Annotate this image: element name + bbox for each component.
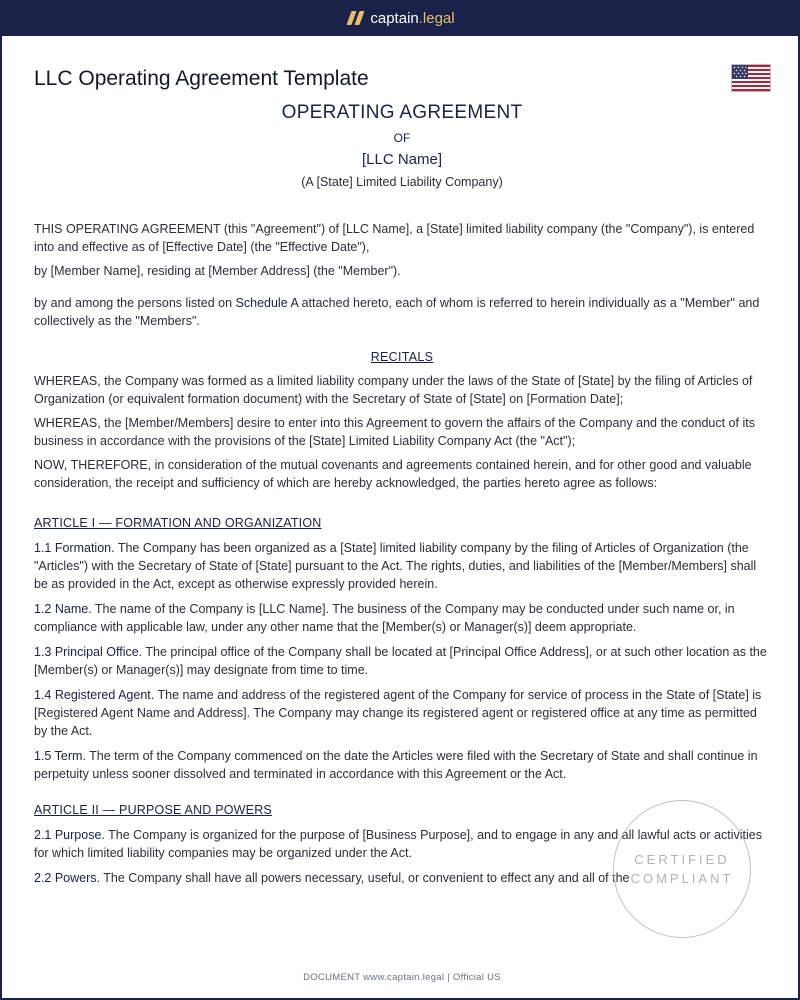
recital-item: WHEREAS, the [Member/Members] desire to enter into this Agreement to govern the affairs of the Company and the conduct of its business in accordance with the provisions of the [State] Limited Liability Company Act (the "Act");: [34, 416, 755, 448]
intro-member-paragraph: by [Member Name], residing at [Member Address] (the "Member").: [34, 264, 401, 278]
recitals-heading: RECITALS: [370, 350, 434, 364]
section-2-2: 2.2 Powers. The Company shall have all powers necessary, useful, or convenient to effect any and all of the: [34, 871, 630, 885]
section-1-2: 1.2 Name. The name of the Company is [LLC Name]. The business of the Company may be conducted under such name or, in compliance with applicable law, under any other name that the [Member(s) or Manager(s)] deem appropriate.: [34, 602, 735, 634]
certified-compliant-stamp: [613, 800, 751, 938]
agreement-of: OF: [393, 131, 411, 145]
document-page: [34, 36, 770, 887]
schedule-a-link[interactable]: Schedule A: [235, 296, 299, 310]
brand-name: captain: [370, 9, 419, 27]
agreement-heading: OPERATING AGREEMENT: [281, 102, 523, 123]
stamp-line-1: CERTIFIED: [634, 852, 730, 867]
recital-item: WHEREAS, the Company was formed as a limited liability company under the laws of the State of [State] by the filing of Articles of Organization (or equivalent formation document) with the Secretary of State of [State] on [Formation Date];: [34, 374, 753, 406]
section-1-4: 1.4 Registered Agent. The name and address of the registered agent of the Company for service of process in the State of [State] is [Registered Agent Name and Address]. The Company may change its registered agent or registered office at any time as permitted by the Act.: [34, 688, 762, 738]
us-flag-icon: [731, 64, 771, 92]
page-footer: DOCUMENT www.captain.legal | Official US: [303, 972, 501, 983]
logo-icon: [349, 11, 362, 25]
brand-logo[interactable]: [349, 10, 454, 27]
section-1-3: 1.3 Principal Office. The principal office of the Company shall be located at [Principal Office Address], or at such other location as the [Member(s) or Manager(s)] may designate from time to time.: [34, 645, 767, 677]
article-2-heading: ARTICLE II — PURPOSE AND POWERS: [34, 803, 272, 817]
top-bar: [2, 0, 800, 36]
llc-name: [LLC Name]: [361, 151, 443, 168]
intro-paragraph: THIS OPERATING AGREEMENT (this "Agreement") of [LLC Name], a [State] limited liability company (the "Company"), is entered into and effective as of [Effective Date] (the "Effective Date"),: [34, 222, 755, 254]
article-1-heading: ARTICLE I — FORMATION AND ORGANIZATION: [34, 516, 322, 530]
recital-item: NOW, THEREFORE, in consideration of the mutual covenants and agreements contained herein, and for other good and valuable consideration, the receipt and sufficiency of which are hereby acknowledged, the parties hereto agree as follows:: [34, 458, 752, 490]
section-2-1: 2.1 Purpose. The Company is organized for the purpose of [Business Purpose], and to engage in any and all lawful acts or activities for which limited liability companies may be organized under the Act.: [34, 828, 762, 860]
intro-members-paragraph: by and among the persons listed on Schedule A attached hereto, each of whom is referred to herein individually as a "Member" and collectively as the "Members".: [34, 296, 760, 328]
section-1-5: 1.5 Term. The term of the Company commenced on the date the Articles were filed with the Secretary of State and shall continue in perpetuity unless sooner dissolved and terminated in accordance with this Agreement or the Act.: [34, 749, 758, 781]
stamp-line-2: COMPLIANT: [630, 871, 734, 886]
brand-tld: .legal: [418, 9, 455, 27]
section-1-1: 1.1 Formation. The Company has been organized as a [State] limited liability company by the filing of Articles of Organization (the "Articles") with the Secretary of State of [State] pursuant to the Act. The rights, duties, and liabilities of the [Member/Members] shall be as provided in the Act, except as otherwise expressly provided herein.: [34, 541, 757, 591]
page-title: LLC Operating Agreement Template: [34, 67, 369, 90]
agreement-subtitle: (A [State] Limited Liability Company): [301, 175, 503, 189]
